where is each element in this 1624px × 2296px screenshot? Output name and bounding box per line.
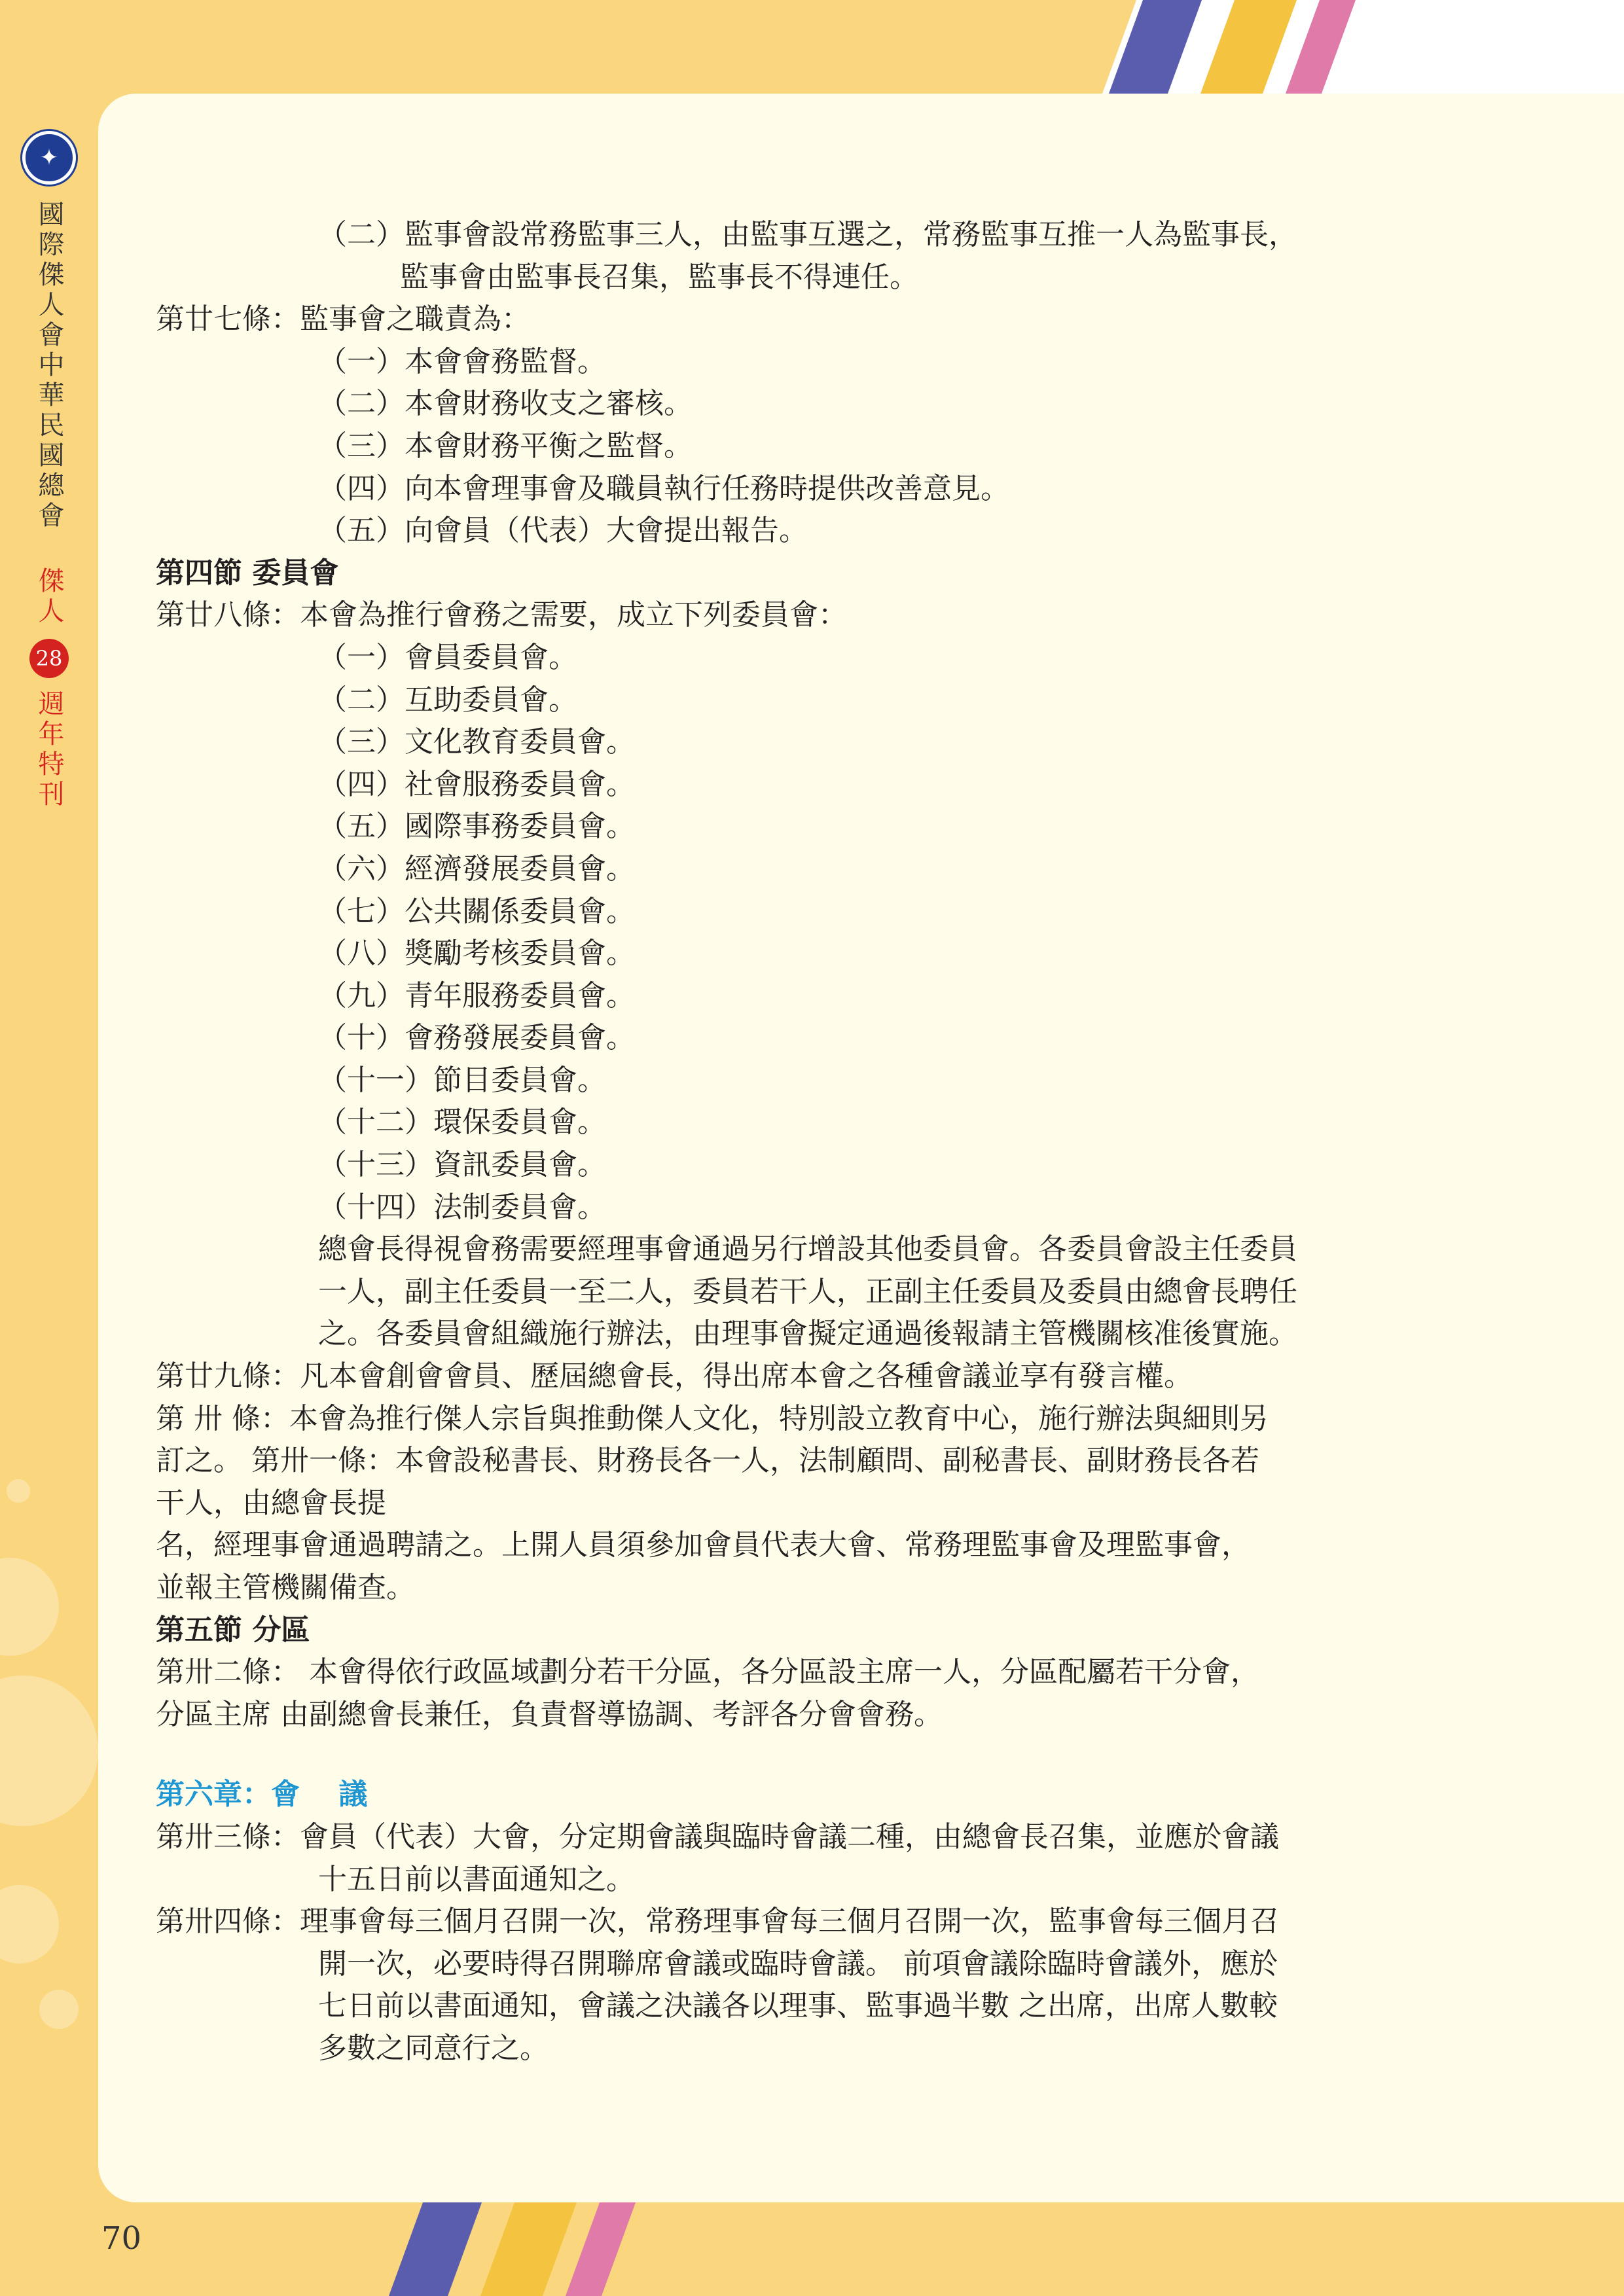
line-text: （十）會務發展委員會。 [318, 1021, 635, 1055]
line-text: （一）本會會務監督。 [318, 344, 606, 378]
line-text: 干人，由總會長提 [156, 1486, 386, 1520]
text-line [156, 1694, 1432, 1736]
line-text: （二）監事會設常務監事三人，由監事互選之，常務監事互推一人為監事長， [318, 218, 1297, 251]
text-line [156, 1859, 1432, 1901]
line-text: 分區主席 由副總會長兼任，負責督導協調、考評各分會會務。 [156, 1697, 943, 1731]
text-line [156, 1440, 1432, 1482]
text-line [156, 1271, 1432, 1314]
list-item [156, 1144, 1432, 1187]
chapter-heading [156, 1774, 1432, 1816]
line-text: 第四節 委員會 [156, 556, 339, 590]
decor-bubble [0, 1558, 59, 1656]
line-text: （九）青年服務委員會。 [318, 978, 635, 1013]
line-text: （十三）資訊委員會。 [318, 1148, 606, 1182]
text-line [156, 257, 1432, 299]
text-line [156, 1985, 1432, 2028]
text-line [156, 425, 1432, 468]
list-item [156, 679, 1432, 722]
list-item [156, 764, 1432, 806]
document-body [156, 214, 1432, 2070]
line-text: （五）向會員（代表）大會提出報告。 [318, 514, 808, 548]
line-text: （一）會員委員會。 [318, 640, 577, 674]
list-item [156, 637, 1432, 679]
list-item [156, 1060, 1432, 1102]
decor-bubble [39, 1990, 79, 2029]
article-label: 第廿八條： [156, 598, 300, 632]
line-text: （三）本會財務平衡之監督。 [318, 429, 693, 463]
list-item [156, 1187, 1432, 1229]
line-text: 監事會由監事長召集，監事長不得連任。 [400, 260, 918, 294]
line-text: 理事會每三個月召開一次，常務理事會每三個月召開一次，監事會每三個月召 [300, 1905, 1279, 1939]
spine [0, 131, 98, 810]
bottom-stripes [367, 2202, 668, 2296]
stripe-pink [566, 2202, 636, 2296]
line-text: 凡本會創會會員、歷屆總會長，得出席本會之各種會議並享有發言權。 [300, 1359, 1193, 1393]
text-line [156, 383, 1432, 425]
line-text: 第五節 分區 [156, 1613, 310, 1647]
decor-bubble [7, 1479, 30, 1503]
article-label: 第卅三條： [156, 1820, 300, 1854]
anniversary-badge: 28 [29, 639, 69, 678]
line-text: 會員（代表）大會，分定期會議與臨時會議二種，由總會長召集，並應於會議 [300, 1820, 1279, 1854]
list-item [156, 721, 1432, 764]
line-text: 本會為推行會務之需要，成立下列委員會： [300, 598, 847, 632]
text-line [156, 1229, 1432, 1271]
line-text: 一人，副主任委員一至二人，委員若干人，正副主任委員及委員由總會長聘任 [318, 1274, 1297, 1308]
line-text: （十一）節目委員會。 [318, 1063, 606, 1097]
article-label: 第廿七條： [156, 302, 300, 336]
text-line [156, 1943, 1432, 1986]
line-text: 本會為推行傑人宗旨與推動傑人文化，特別設立教育中心，施行辦法與細則另 [289, 1401, 1269, 1435]
section-heading [156, 552, 1432, 595]
anniversary-suffix: 週年特刊 [34, 690, 64, 810]
line-text: （四）社會服務委員會。 [318, 767, 635, 801]
line-text: 第六章：會 議 [156, 1778, 368, 1812]
text-line [156, 214, 1432, 257]
line-text: （三）文化教育委員會。 [318, 725, 635, 759]
anniversary-prefix: 傑人 [34, 567, 64, 627]
line-text: （八）獎勵考核委員會。 [318, 937, 635, 971]
list-item [156, 933, 1432, 975]
article-30 [156, 1398, 1432, 1441]
text-line [156, 2028, 1432, 2070]
line-text: 之。各委員會組織施行辦法，由理事會擬定通過後報請主管機關核准後實施。 [318, 1317, 1297, 1351]
line-text: 總會長得視會務需要經理事會通過另行增設其他委員會。各委員會設主任委員 [318, 1232, 1297, 1266]
page-number: 70 [101, 2220, 142, 2257]
text-line [156, 341, 1432, 384]
article-33 [156, 1816, 1432, 1859]
article-28 [156, 594, 1432, 637]
org-logo-icon [22, 131, 76, 185]
line-text: （二）互助委員會。 [318, 683, 577, 717]
text-line [156, 1482, 1432, 1525]
list-item [156, 975, 1432, 1018]
text-line [156, 510, 1432, 552]
article-27 [156, 298, 1432, 341]
top-stripes [1087, 0, 1624, 94]
article-label: 第廿九條： [156, 1359, 300, 1393]
article-label: 第卅二條： [156, 1655, 300, 1689]
article-32 [156, 1651, 1432, 1694]
line-text: 本會得依行政區域劃分若干分區，各分區設主席一人，分區配屬若干分會， [300, 1655, 1259, 1689]
line-text: 訂之。 第卅一條：本會設秘書長、財務長各一人，法制顧問、副秘書長、副財務長各若 [156, 1444, 1259, 1478]
line-text: 十五日前以書面通知之。 [318, 1862, 635, 1896]
text-line [156, 1567, 1432, 1609]
line-text: （五）國際事務委員會。 [318, 810, 635, 844]
article-label: 第 卅 條： [156, 1401, 289, 1435]
logo-glyph: ✦ [39, 145, 59, 171]
text-line [156, 468, 1432, 511]
line-text: 開一次，必要時得召開聯席會議或臨時會議。 前項會議除臨時會議外，應於 [318, 1946, 1278, 1981]
line-text: （十二）環保委員會。 [318, 1105, 606, 1139]
line-text: 並報主管機關備查。 [156, 1571, 415, 1604]
org-title: 國際傑人會中華民國總會 [34, 200, 64, 531]
text-line [156, 1313, 1432, 1355]
line-text: （六）經濟發展委員會。 [318, 852, 635, 886]
line-text: 監事會之職責為： [300, 302, 530, 336]
decor-bubble [0, 1885, 59, 1964]
line-text: （十四）法制委員會。 [318, 1190, 606, 1224]
line-text: 多數之同意行之。 [318, 2031, 549, 2065]
list-item [156, 1017, 1432, 1060]
article-label: 第卅四條： [156, 1905, 300, 1939]
list-item [156, 1102, 1432, 1144]
line-text: （四）向本會理事會及職員執行任務時提供改善意見。 [318, 471, 1009, 505]
article-34 [156, 1901, 1432, 1943]
decor-bubble [0, 1676, 98, 1826]
list-item [156, 806, 1432, 848]
line-text: （七）公共關係委員會。 [318, 894, 635, 928]
article-29 [156, 1355, 1432, 1398]
line-text: 名，經理事會通過聘請之。上開人員須參加會員代表大會、常務理監事會及理監事會， [156, 1528, 1250, 1562]
section-heading [156, 1609, 1432, 1652]
stripe-blue [389, 2202, 482, 2296]
text-line [156, 1524, 1432, 1567]
list-item [156, 891, 1432, 933]
line-text: （二）本會財務收支之審核。 [318, 387, 693, 421]
list-item [156, 848, 1432, 891]
stripe-yellow [480, 2202, 577, 2296]
line-text: 七日前以書面通知，會議之決議各以理事、監事過半數 之出席，出席人數較 [318, 1989, 1278, 2023]
